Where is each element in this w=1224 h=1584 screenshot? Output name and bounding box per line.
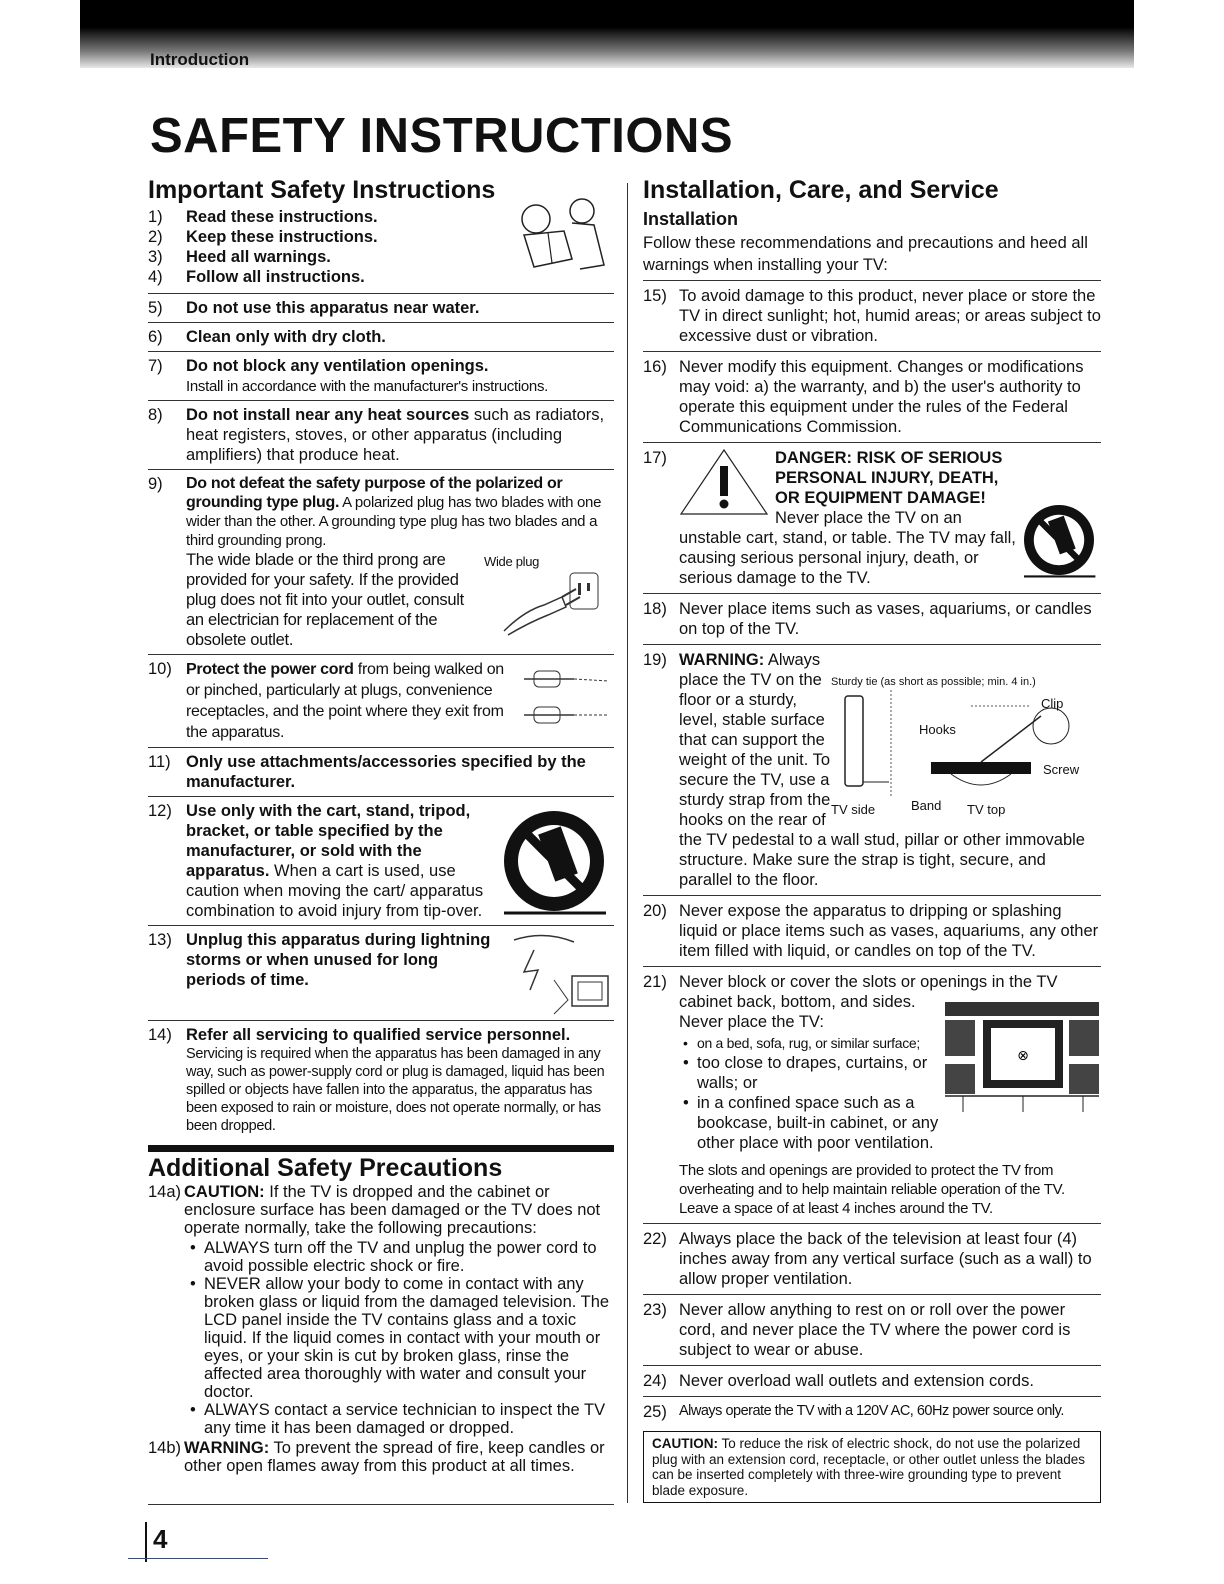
list-item: 24) Never overload wall outlets and extension cords. [643,1365,1101,1396]
wide-plug-label: Wide plug [484,554,540,569]
list-item: 19) Sturdy tie (as short as possible; min. 4 in.) Clip Hooks Screw Band TV side TV top WARNING: Always place the TV on the floor or a sturdy, level, stable surface that can support the weight of the unit. To secure the TV, use a sturdy strap from the hooks on the rear of the TV pedestal to a wall stud, pillar or other immovable structure. Make sure the strap is tight, secure, and parallel to the floor. [643,644,1101,895]
important-heading: Important Safety Instructions [148,176,496,204]
column-divider [627,183,628,1503]
right-column [643,176,1101,1503]
list-item: 2) Keep these instructions. [148,228,378,246]
wall-strap-figure: Sturdy tie (as short as possible; min. 4 in.) Clip Hooks Screw Band TV side TV top [831,676,1080,817]
list-item: 21) Never block or cover the slots or openings in the TV cabinet back, bottom, and sides. ⊗ Never place the TV: • on a bed, sofa, rug, or similar surface; • too close to drapes, curtains, or walls; or • in a confined space such as a bookcase, built-in cabinet, or any other place with poor ventilation. The slots and openings are provided to protect the TV from overheating and to help maintain reliable operation of the TV. Leave a space of at least 4 inches around the TV. [643,966,1101,1223]
list-item: 16) Never modify this equipment. Changes or modifications may void: a) the warranty, and b) the user's authority to operate this equipment under the rules of the Federal Communications Commission. [643,351,1101,442]
page-number: 4 [145,1522,167,1562]
cart-warning-icon [1017,498,1101,582]
list-item: 23) Never allow anything to rest on or roll over the power cord, and never place the TV where the power cord is subject to wear or abuse. [643,1294,1101,1365]
list-item: 7) Do not block any ventilation openings. Install in accordance with the manufacturer's instructions. [148,351,614,400]
power-cord-icon [514,659,614,729]
list-item: 5) Do not use this apparatus near water. [148,293,614,322]
list-item: 14) Refer all servicing to qualified service personnel. Servicing is required when the apparatus has been damaged in any way, such as power-supply cord or plug is damaged, liquid has been spilled or objects have fallen into the apparatus, the apparatus has been exposed to rain or moisture, does not operate normally, or has been dropped. [148,1020,614,1139]
plug-icon [484,571,612,637]
list-item: 1) Read these instructions. [148,208,378,226]
list-item: 6) Clean only with dry cloth. [148,322,614,351]
additional-divider [148,1145,614,1152]
installation-heading: Installation, Care, and Service [643,176,999,204]
cart-warning-icon [494,801,614,921]
svg-text:⊗: ⊗ [1017,1048,1029,1064]
placement-bullet: • in a confined space such as a bookcase, built-in cabinet, or any other place with poor ventilation. [697,1093,1101,1153]
page-title: SAFETY INSTRUCTIONS [150,109,734,163]
list-item: 9) Do not defeat the safety purpose of the polarized or grounding type plug. A polarized plug has two blades with one wider than the other. A grounding type plug has two blades and a third grounding prong. Wide plug The wide blade or the third prong are provided for your safety. If the provided plug does not fit into your outlet, consult an electrician for replacement of the obsolete outlet. [148,469,614,654]
list-item: 15) To avoid damage to this product, never place or store the TV in direct sunlight; hot, humid areas; or areas subject to excessive dust or vibration. [643,280,1101,351]
list-item: 17) DANGER: RISK OF SERIOUS PERSONAL INJURY, DEATH, OR EQUIPMENT DAMAGE! Never place the TV on an unstable cart, stand, or table. The TV may fall, causing serious personal injury, death, or serious damage to the TV. [643,442,1101,593]
left-bottom-rule [148,1504,614,1505]
caution-box: CAUTION: To reduce the risk of electric shock, do not use the polarized plug with an extension cord, receptacle, or other outlet unless the blades can be inserted completely with three-wire grounding type to prevent blade exposure. [643,1431,1101,1503]
list-item: 10) Protect the power cord from being walked on or pinched, particularly at plugs, convenience receptacles, and the point where they exit from the apparatus. [148,654,614,747]
additional-body: 14a) CAUTION: If the TV is dropped and the cabinet or enclosure surface has been damaged or the TV does not operate normally, take the following precautions: • ALWAYS turn off the TV and unplug the power cord to avoid possible electric shock or fire. • NEVER allow your body to come in contact with any broken glass or liquid from the damaged television. The LCD panel inside the TV contains glass and a toxic liquid. If the liquid comes in contact with your mouth or eyes, or your skin is cut by broken glass, rinse the affected area thoroughly with water and consult your doctor. • ALWAYS contact a service technician to inspect the TV any time it has been damaged or dropped. 14b) WARNING: To prevent the spread of fire, keep candles or other open flames away from this product at all times. [148,1183,614,1475]
installation-intro: Follow these recommendations and precautions and heed all warnings when installing your TV: [643,234,1088,274]
caution-bullet: • NEVER allow your body to come in contact with any broken glass or liquid from the damaged television. The LCD panel inside the TV contains glass and a toxic liquid. If the liquid comes in contact with your mouth or eyes, or your skin is cut by broken glass, rinse the affected area thoroughly with water and consult your doctor. [204,1275,614,1401]
lightning-tv-illustration [494,930,614,1016]
list-item: 3) Heed all warnings. [148,248,331,266]
warning-triangle-icon [679,448,769,516]
installation-subheading: Installation [643,209,739,229]
left-column [148,176,614,1475]
list-item: 22) Always place the back of the television at least four (4) inches away from any vertical surface (such as a wall) to allow proper ventilation. [643,1223,1101,1294]
page-number-rule [128,1558,268,1559]
list-item: 12) Use only with the cart, stand, tripod, bracket, or table specified by the manufacturer, or sold with the apparatus. When a cart is used, use caution when moving the cart/ apparatus combination to avoid injury from tip-over. [148,796,614,925]
list-item: 13) Unplug this apparatus during lightning storms or when unused for long periods of time. [148,925,614,1020]
placement-bullet: • on a bed, sofa, rug, or similar surface; [697,1034,1101,1053]
list-item: 8) Do not install near any heat sources such as radiators, heat registers, stoves, or other apparatus (including amplifiers) that produce heat. [148,400,614,469]
caution-bullet: • ALWAYS contact a service technician to inspect the TV any time it has been damaged or dropped. [204,1401,614,1437]
list-item: 20) Never expose the apparatus to dripping or splashing liquid or place items such as vases, aquariums, any other item filled with liquid, or candles on top of the TV. [643,895,1101,966]
caution-bullet: • ALWAYS turn off the TV and unplug the power cord to avoid possible electric shock or fire. [204,1239,614,1275]
list-item: 11) Only use attachments/accessories specified by the manufacturer. [148,747,614,796]
section-label: Introduction [150,50,250,69]
list-item: 25) Always operate the TV with a 120V AC, 60Hz power source only. [643,1396,1101,1427]
list-item: 18) Never place items such as vases, aquariums, or candles on top of the TV. [643,593,1101,644]
placement-bullet: • too close to drapes, curtains, or walls; or [697,1053,1101,1093]
reading-people-illustration [494,195,614,273]
list-item: 4) Follow all instructions. [148,268,365,286]
additional-heading: Additional Safety Precautions [148,1154,503,1182]
